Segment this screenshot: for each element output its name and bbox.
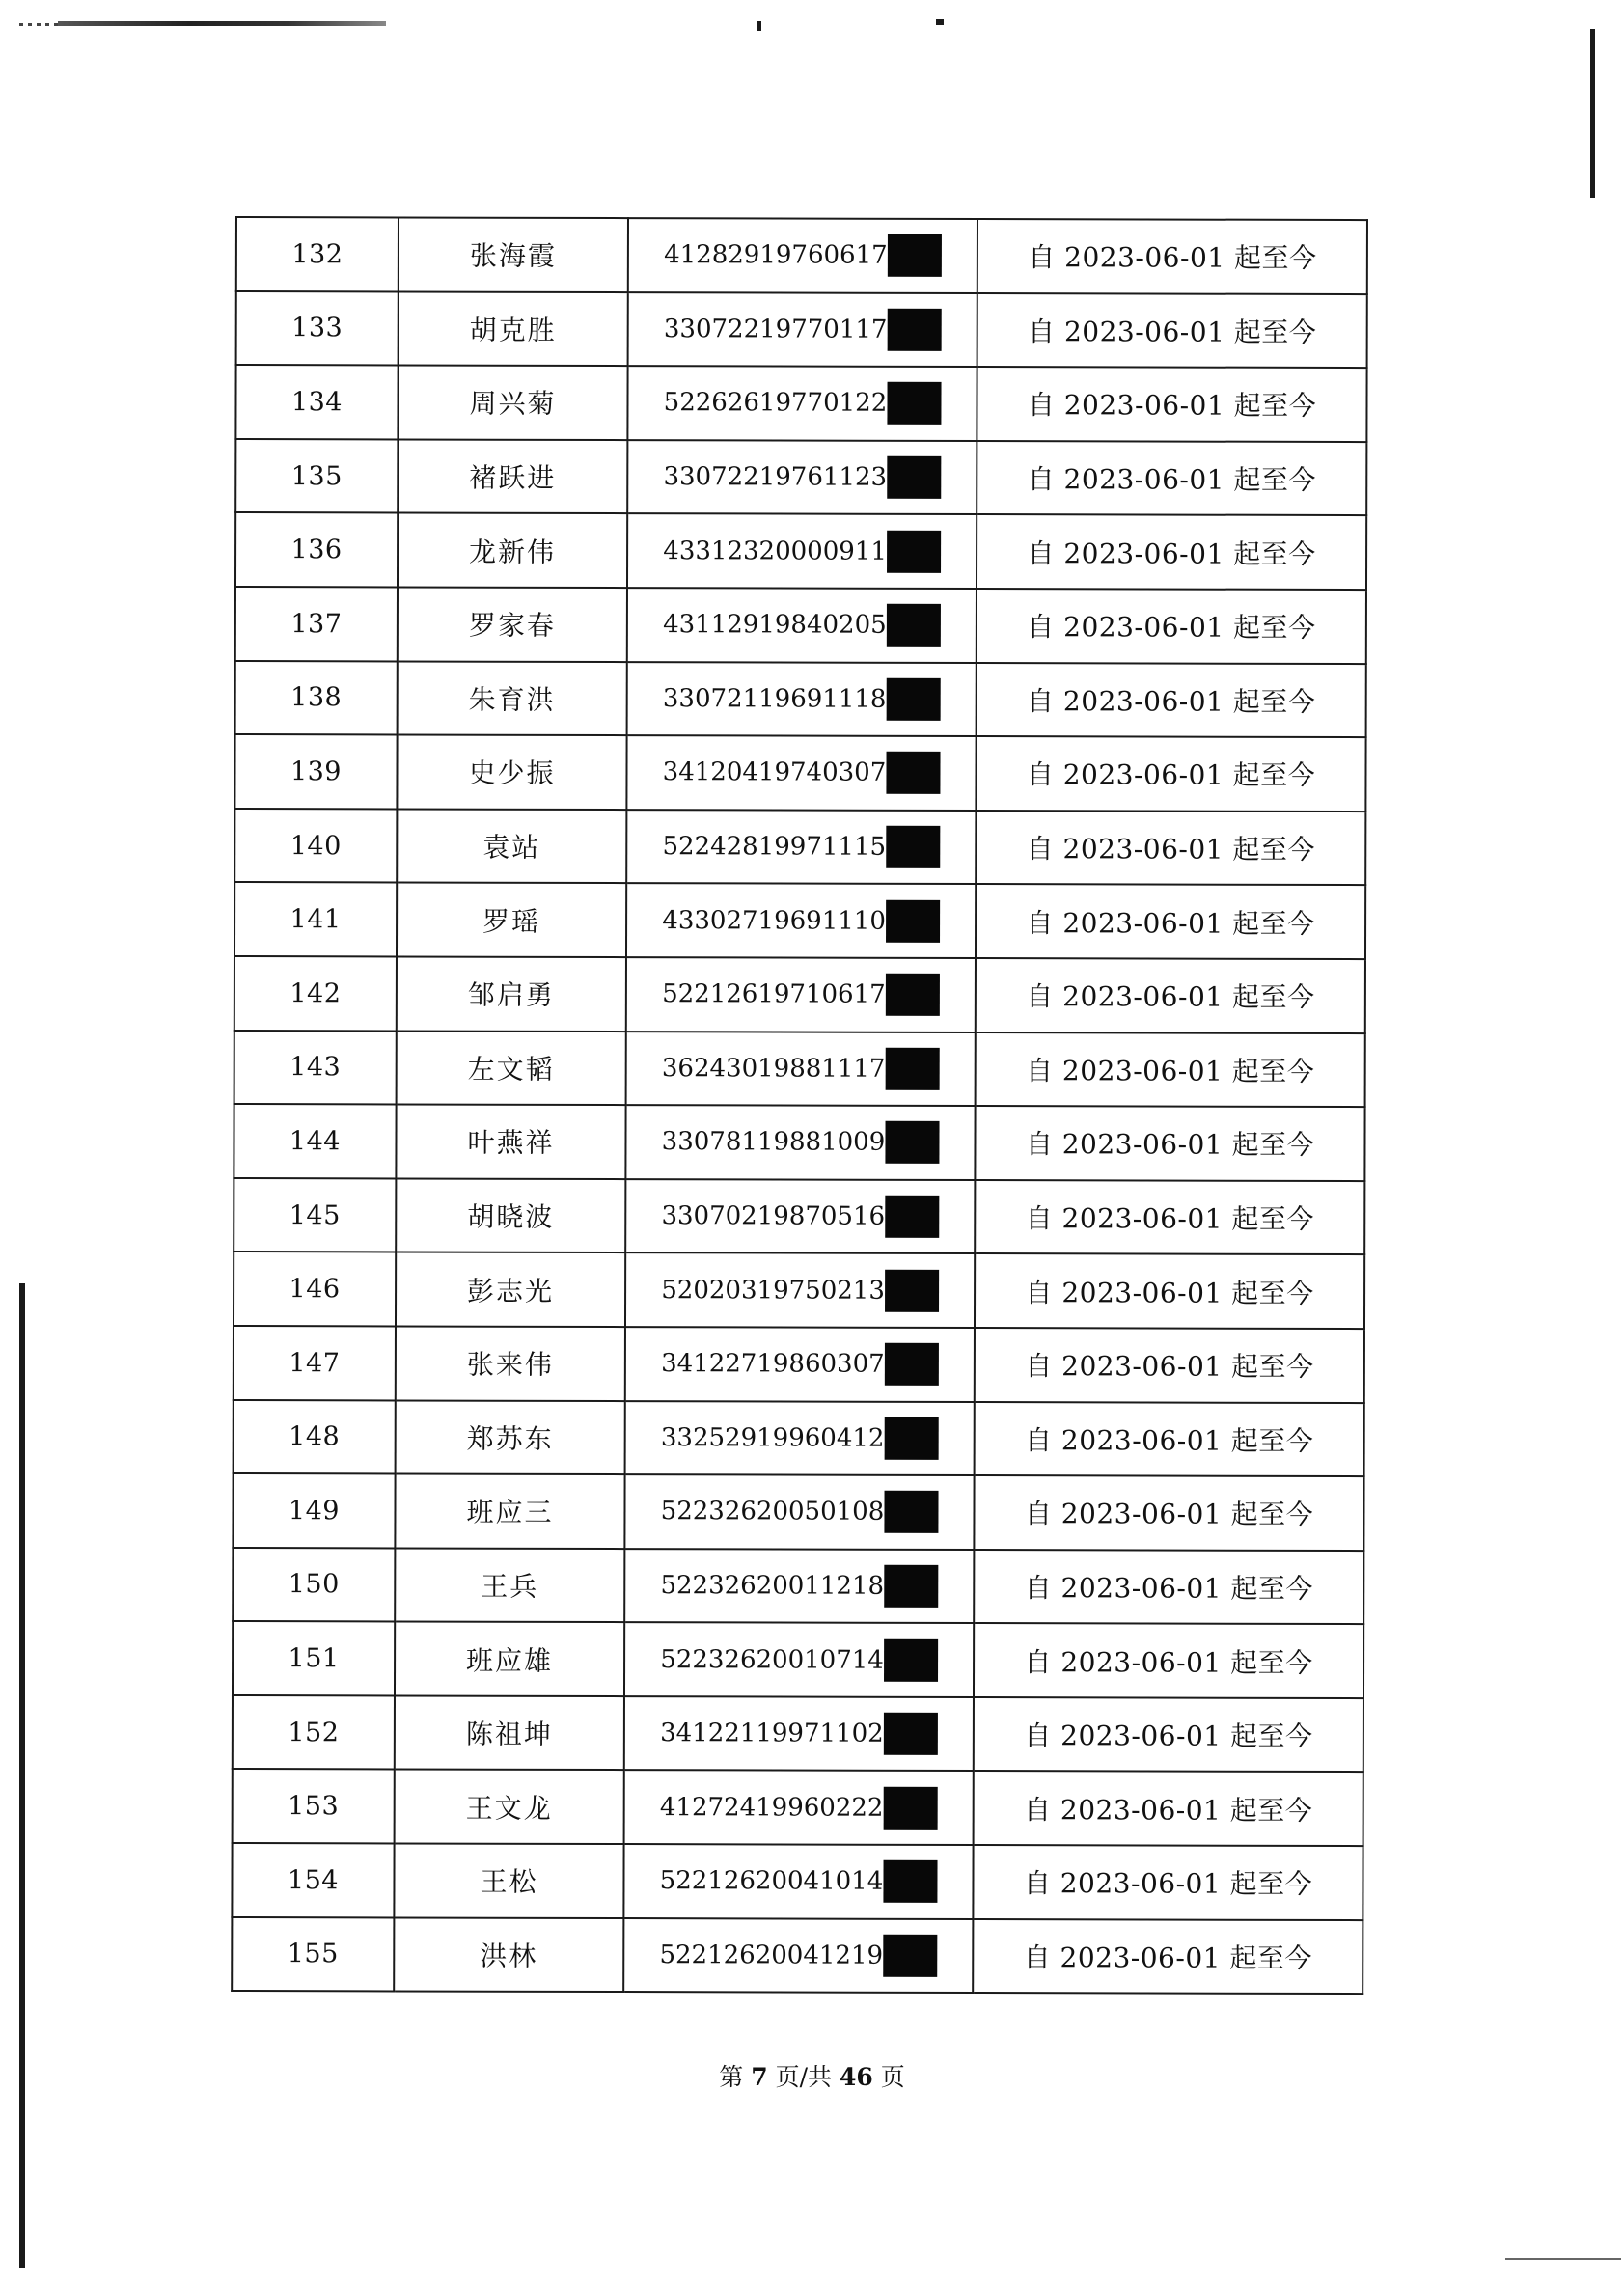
id-number-cell [624,1474,974,1550]
id-number-group [660,1860,938,1904]
period-text: 自 2023-06-01 起至今 [1023,1867,1313,1901]
person-name: 彭志光 [467,1275,555,1307]
id-number-cell [627,440,977,515]
name-cell [396,1326,625,1400]
id-number-group [660,1712,938,1755]
period-text: 自 2023-06-01 起至今 [1027,389,1317,423]
name-cell [395,1695,624,1770]
id-number-cell [626,1032,976,1107]
period-text: 自 2023-06-01 起至今 [1023,1941,1312,1974]
id-number-visible: 52232620050108 [660,1497,885,1527]
id-number-group [660,1638,938,1682]
redaction-block [888,234,942,277]
table-row [234,882,1365,959]
row-number-cell: 132 [236,217,399,291]
id-number-group [663,752,941,795]
table-row [236,217,1367,294]
id-number-visible: 33252919960412 [660,1422,885,1453]
person-name: 张海霞 [469,239,557,273]
name-cell [397,735,626,810]
id-number-cell [623,1918,973,1994]
table-row [233,1769,1363,1846]
id-number-visible: 52212620041014 [659,1866,884,1897]
id-number-cell [624,1771,974,1846]
row-number-cell: 140 [234,809,397,883]
period-text: 自 2023-06-01 起至今 [1025,1350,1314,1384]
person-name: 褚跃进 [469,461,557,494]
row-number-cell: 145 [234,1178,396,1252]
document-sheet [231,216,1366,1995]
period-text: 自 2023-06-01 起至今 [1026,980,1315,1014]
person-name: 胡克胜 [469,314,557,346]
person-name: 王文龙 [465,1792,553,1825]
footer-page-number: 7 [751,2063,768,2091]
table-row [233,1621,1363,1698]
period-text: 自 2023-06-01 起至今 [1026,833,1315,866]
person-name: 史少振 [468,757,556,790]
redaction-block [883,1935,937,1977]
period-cell [976,884,1365,959]
table-row [234,1326,1364,1403]
person-name: 王松 [480,1866,538,1899]
id-number-visible: 33072219770117 [663,315,888,344]
row-number-cell: 147 [234,1326,396,1400]
table-row [233,1695,1363,1773]
period-text: 自 2023-06-01 起至今 [1026,906,1315,940]
person-name: 叶燕祥 [467,1127,555,1160]
scan-artifact-top-band [58,21,386,26]
period-text: 自 2023-06-01 起至今 [1024,1645,1313,1679]
id-number-visible: 33072119691118 [662,684,887,714]
scan-artifact-bottom-right [1505,2258,1621,2260]
scan-artifact-top-dots [19,23,58,26]
id-number-visible: 43302719691110 [662,905,886,936]
period-text: 自 2023-06-01 起至今 [1024,1793,1313,1827]
footer-middle: 页/共 [767,2063,840,2091]
person-name: 邹启勇 [467,978,555,1012]
name-cell [394,1843,623,1917]
name-cell [398,439,627,513]
id-number-cell [625,1327,975,1402]
redaction-block [885,1196,939,1238]
redaction-block [885,1048,939,1090]
row-number-cell: 150 [233,1548,395,1622]
id-number-cell [627,588,977,663]
table-row [235,587,1366,664]
table-row [235,365,1366,442]
name-cell [394,1917,623,1992]
period-cell [973,1845,1363,1920]
redaction-block [886,752,940,794]
period-cell [975,1180,1364,1255]
period-cell [976,1032,1365,1108]
id-number-cell [627,513,977,589]
redaction-block [884,1491,938,1533]
id-number-group [661,1342,939,1386]
id-number-group [663,677,941,721]
id-number-group [663,530,941,573]
redaction-block [883,1860,937,1903]
redaction-block [883,1787,937,1830]
period-cell [977,441,1366,516]
redaction-block [886,826,940,868]
row-number-cell: 137 [235,587,398,661]
id-number-group [664,308,942,351]
name-cell [397,956,626,1031]
period-text: 自 2023-06-01 起至今 [1026,1054,1315,1087]
id-number-cell [626,957,976,1032]
row-number-cell: 152 [233,1695,395,1770]
name-cell [396,1400,625,1474]
id-number-cell [627,662,977,737]
row-number-cell: 155 [232,1917,394,1992]
redaction-block [887,604,941,647]
redaction-block [885,1121,939,1164]
table-row [232,1843,1363,1920]
period-cell [974,1550,1363,1625]
row-number-cell: 151 [233,1621,395,1695]
redaction-block [885,1343,939,1386]
table-row [233,1473,1363,1551]
period-text: 自 2023-06-01 起至今 [1028,316,1317,348]
table-row [235,439,1366,516]
redaction-block [886,974,940,1016]
period-text: 自 2023-06-01 起至今 [1024,1720,1313,1753]
name-cell [395,1770,624,1844]
period-cell [974,1697,1363,1773]
name-cell [399,291,628,366]
id-number-visible: 33070219870516 [661,1201,886,1231]
period-cell [977,663,1366,738]
redaction-block [886,678,940,721]
name-cell [399,217,628,291]
id-number-group [661,1269,939,1312]
redaction-block [884,1638,938,1681]
id-number-group [664,234,942,277]
period-cell [977,293,1367,369]
id-number-cell [626,735,976,811]
name-cell [395,1474,624,1549]
id-number-group [661,1417,939,1460]
name-cell [398,661,627,735]
id-number-visible: 52232620010714 [660,1644,884,1675]
person-name: 罗家春 [468,609,556,643]
id-number-visible: 33078119881009 [661,1127,886,1158]
id-number-group [660,1786,938,1830]
row-number-cell: 141 [234,882,397,956]
period-cell [977,367,1366,442]
person-name: 班应三 [466,1497,554,1529]
redaction-block [884,1565,938,1608]
id-number-visible: 52262619770122 [663,388,888,419]
id-number-group [662,1121,940,1165]
id-number-cell [626,883,976,958]
person-name: 郑苏东 [466,1422,554,1455]
row-number-cell: 149 [233,1473,395,1548]
table-row [234,734,1365,812]
id-number-cell [624,1549,974,1624]
table-row [233,1548,1363,1625]
id-number-visible: 52242819971115 [662,832,887,862]
id-number-visible: 43112919840205 [663,610,887,641]
period-cell [975,1328,1364,1403]
id-number-cell [628,292,977,368]
id-number-visible: 41282919760617 [664,240,888,271]
scan-artifact-left-edge [19,1283,25,2268]
id-number-cell [624,1696,974,1772]
redaction-block [887,456,941,499]
period-text: 自 2023-06-01 起至今 [1026,758,1316,792]
period-cell [976,811,1365,886]
period-text: 自 2023-06-01 起至今 [1027,537,1316,570]
period-cell [976,736,1365,812]
period-cell [974,1623,1363,1698]
redaction-block [887,309,941,351]
name-cell [396,1252,625,1327]
id-number-group [663,455,941,499]
redaction-block [887,382,941,425]
id-number-visible: 43312320000911 [663,536,887,566]
id-number-group [659,1934,937,1977]
period-text: 自 2023-06-01 起至今 [1025,1128,1315,1162]
row-number-cell: 146 [234,1252,396,1326]
period-text: 自 2023-06-01 起至今 [1025,1276,1314,1309]
name-cell [395,1622,624,1696]
name-cell [398,366,627,440]
row-number-cell: 135 [235,439,398,513]
table-row [234,809,1365,886]
table-row [234,1252,1364,1329]
period-text: 自 2023-06-01 起至今 [1025,1423,1314,1457]
row-number-cell: 143 [234,1031,397,1105]
period-cell [975,1106,1364,1181]
period-cell [977,589,1366,664]
id-number-visible: 52232620011218 [660,1571,885,1601]
id-number-group [662,1047,940,1090]
roster-table [231,216,1368,1995]
period-cell [975,1402,1364,1477]
table-row [234,1399,1364,1476]
person-name: 胡晓波 [467,1200,555,1233]
scan-artifact-top-tick [757,21,761,31]
row-number-cell: 133 [236,291,399,366]
name-cell [398,513,627,588]
page-footer [0,2058,1624,2093]
period-cell [975,1253,1364,1329]
footer-prefix: 第 [719,2063,752,2091]
id-number-cell [625,1105,975,1180]
table-row [236,291,1367,369]
period-text: 自 2023-06-01 起至今 [1025,1202,1314,1235]
roster-table-body [232,217,1367,1994]
id-number-cell [626,810,976,885]
person-name: 陈祖坤 [465,1718,553,1751]
id-number-cell [623,1844,973,1919]
row-number-cell: 144 [234,1104,396,1178]
table-row [234,1104,1364,1181]
period-text: 自 2023-06-01 起至今 [1027,611,1316,645]
person-name: 周兴菊 [469,388,557,421]
id-number-group [663,603,941,647]
id-number-cell [624,1622,974,1697]
person-name: 左文韬 [467,1053,555,1086]
name-cell [397,1031,626,1105]
period-text: 自 2023-06-01 起至今 [1024,1498,1314,1531]
period-text: 自 2023-06-01 起至今 [1024,1572,1313,1605]
row-number-cell: 148 [234,1399,396,1473]
redaction-block [887,530,941,572]
redaction-block [886,899,940,942]
id-number-cell [625,1179,975,1254]
row-number-cell: 134 [235,365,398,439]
person-name: 袁站 [482,831,541,864]
name-cell [396,1178,625,1252]
redaction-block [885,1269,939,1311]
row-number-cell: 154 [232,1843,394,1917]
id-number-visible: 34122119971102 [660,1719,884,1748]
redaction-block [884,1417,938,1460]
footer-total-pages: 46 [839,2063,873,2091]
id-number-visible: 34120419740307 [662,757,887,788]
person-name: 龙新伟 [469,536,557,568]
period-cell [977,514,1366,590]
name-cell [398,587,627,661]
id-number-visible: 41272419960222 [659,1792,884,1823]
period-text: 自 2023-06-01 起至今 [1027,463,1316,497]
name-cell [397,883,626,957]
person-name: 罗瑶 [482,905,541,938]
id-number-group [664,382,942,426]
person-name: 张来伟 [466,1348,554,1382]
id-number-group [660,1564,938,1608]
table-row [234,1178,1364,1255]
id-number-cell [628,218,977,293]
id-number-group [662,825,940,868]
id-number-cell [625,1401,975,1476]
row-number-cell: 142 [234,956,397,1031]
period-cell [976,958,1365,1033]
id-number-visible: 52020319750213 [661,1275,885,1306]
name-cell [396,1105,625,1179]
table-row [235,661,1366,738]
scan-artifact-top-tick-2 [936,19,944,25]
name-cell [395,1548,624,1622]
table-row [232,1917,1363,1995]
person-name: 洪林 [480,1940,538,1972]
scan-artifact-right-edge [1590,29,1595,198]
id-number-group [661,1491,939,1534]
id-number-visible: 34122719860307 [661,1349,885,1379]
period-cell [977,219,1367,294]
person-name: 朱育洪 [468,683,556,716]
id-number-group [661,1195,939,1238]
row-number-cell: 136 [235,512,398,587]
period-cell [974,1475,1363,1551]
row-number-cell: 153 [233,1769,395,1843]
table-row [234,1031,1365,1108]
period-text: 自 2023-06-01 起至今 [1027,685,1316,718]
period-cell [974,1771,1363,1846]
table-row [234,956,1365,1033]
footer-suffix: 页 [872,2063,905,2091]
period-cell [973,1919,1363,1995]
id-number-visible: 52212620041219 [659,1940,884,1970]
row-number-cell: 138 [235,661,398,735]
person-name: 王兵 [481,1570,539,1603]
name-cell [397,809,626,883]
id-number-group [662,973,940,1016]
row-number-cell: 139 [234,734,397,809]
id-number-cell [627,366,977,441]
id-number-cell [625,1252,975,1328]
person-name: 班应雄 [466,1644,554,1677]
id-number-visible: 52212619710617 [662,979,886,1010]
id-number-visible: 33072219761123 [663,462,888,492]
period-text: 自 2023-06-01 起至今 [1028,241,1317,275]
table-row [235,512,1366,590]
id-number-group [662,899,940,943]
id-number-visible: 36243019881117 [661,1053,886,1084]
redaction-block [884,1713,938,1755]
